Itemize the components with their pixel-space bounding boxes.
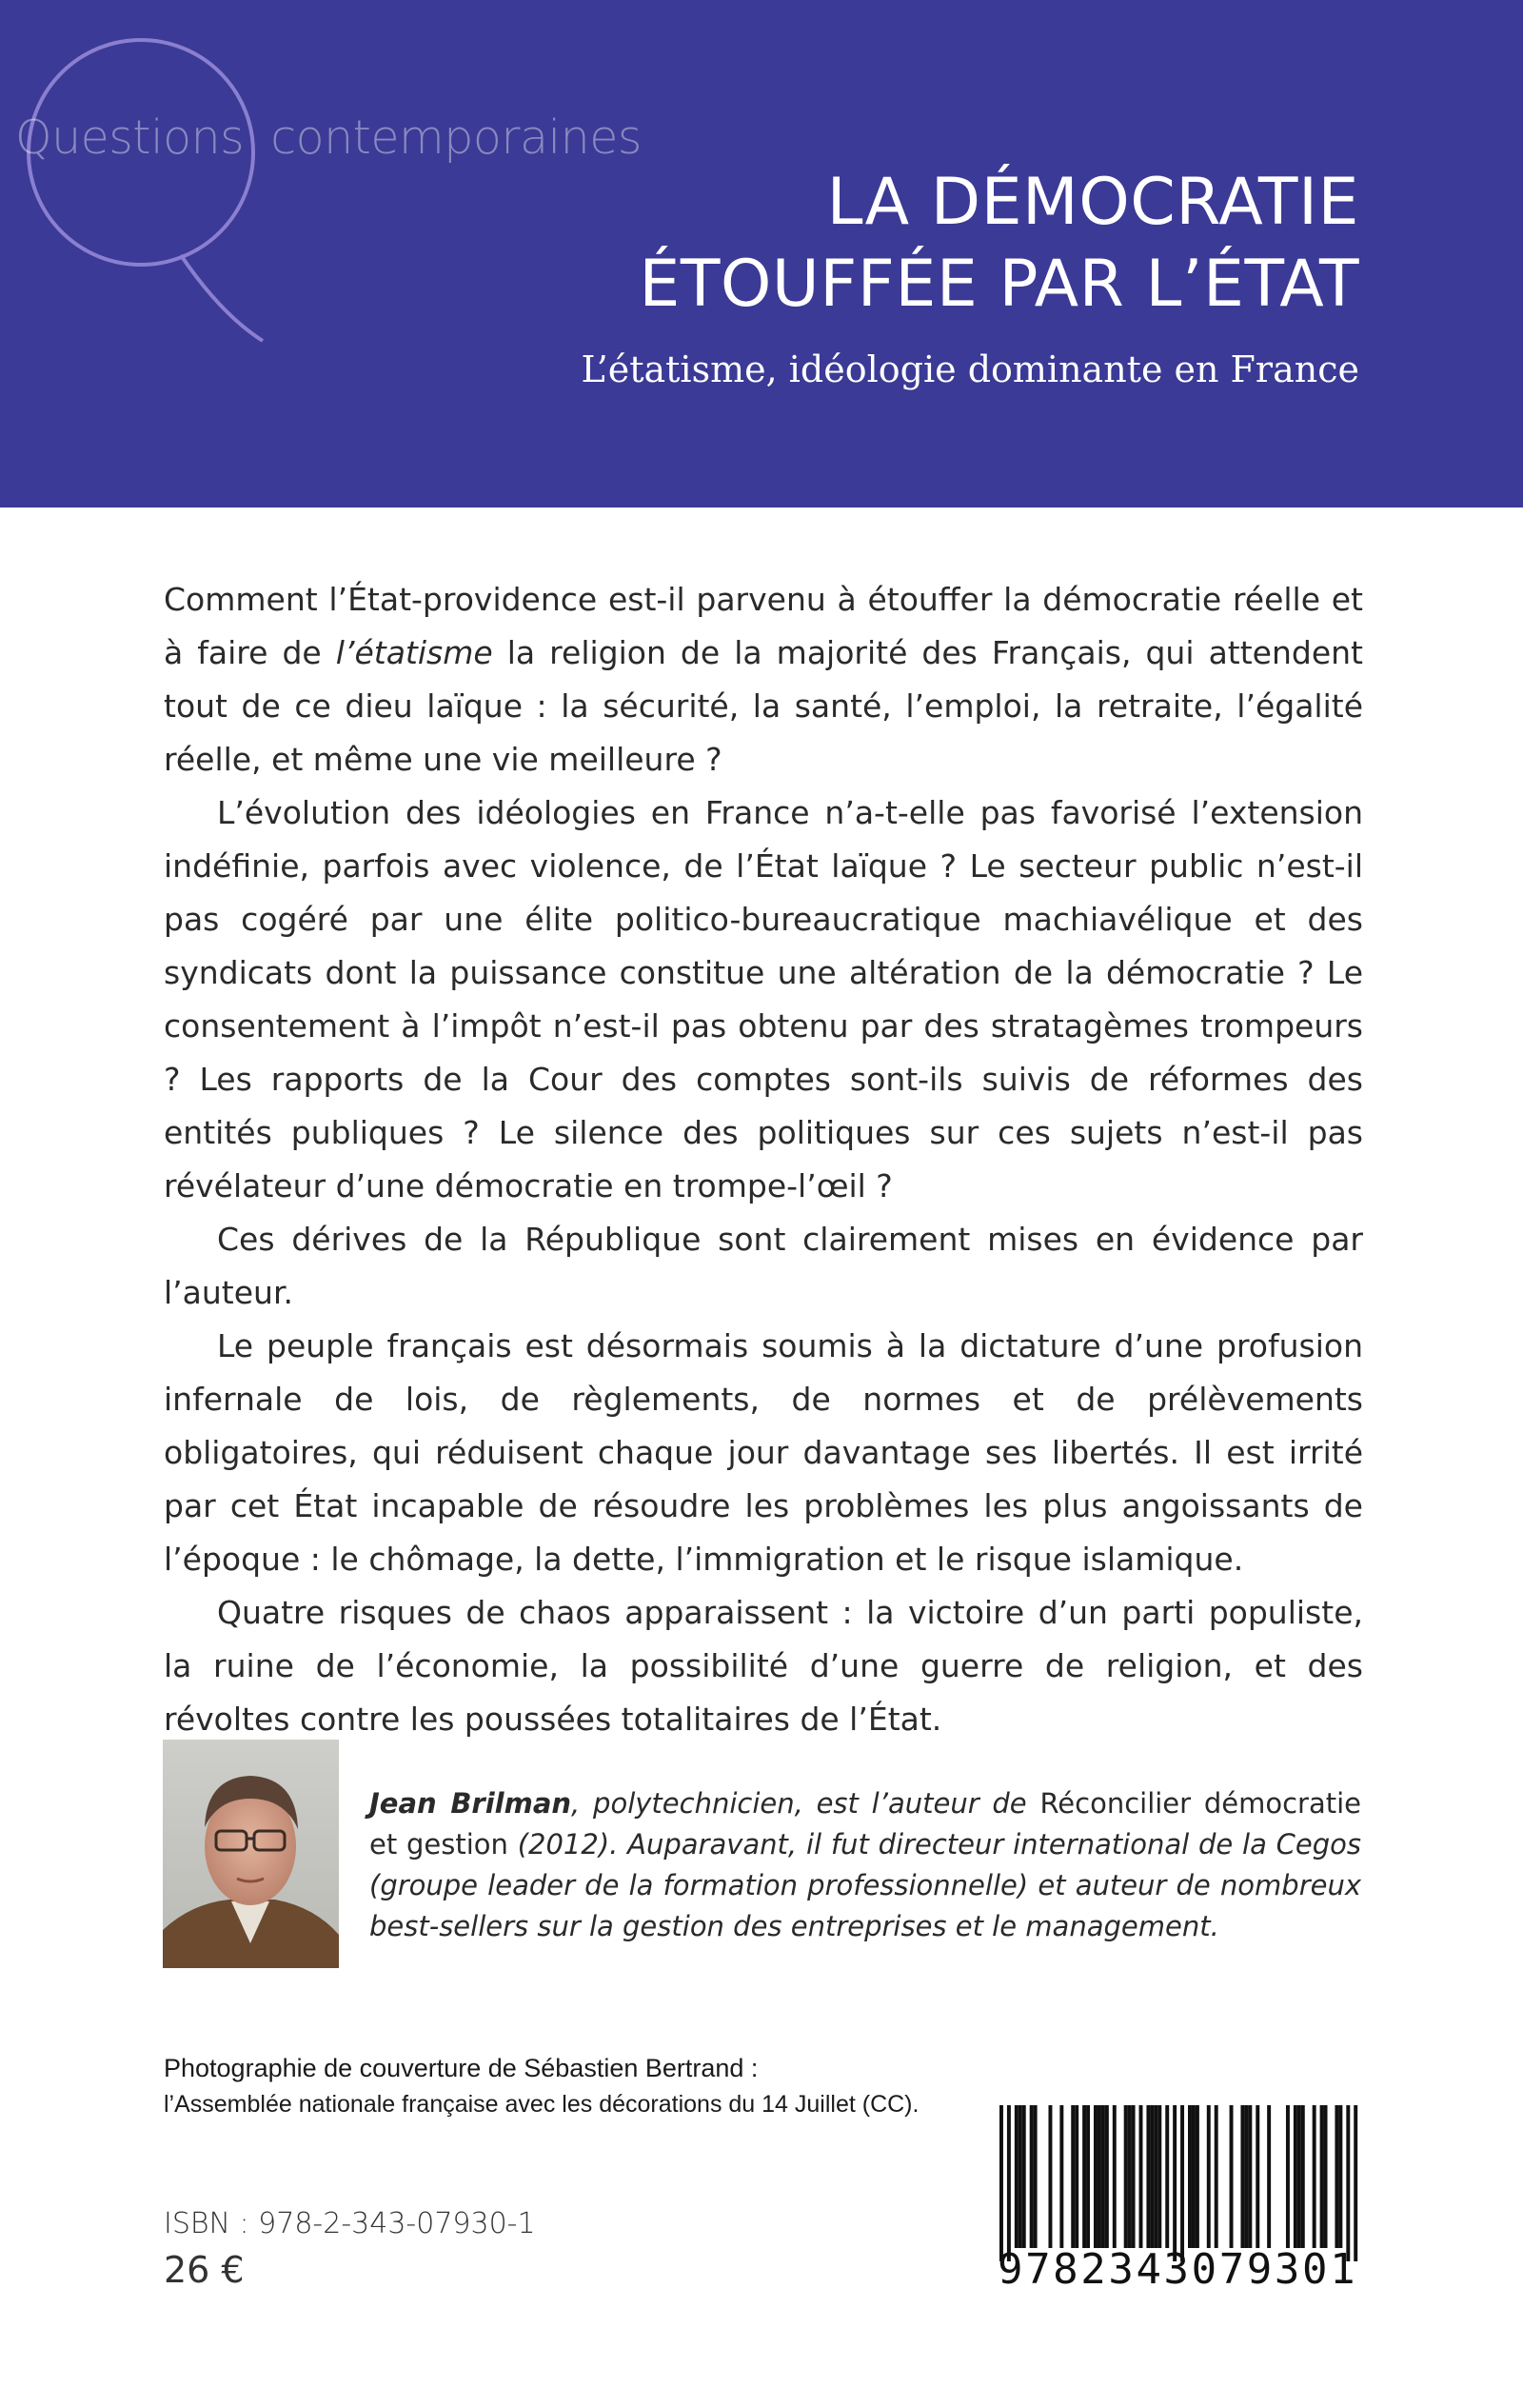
barcode-bar [1188, 2105, 1192, 2248]
barcode-bar [1173, 2105, 1177, 2261]
barcode-bar [1313, 2105, 1316, 2248]
barcode-bar [1180, 2105, 1184, 2261]
author-portrait-icon [163, 1740, 339, 1968]
photo-credit [164, 2050, 919, 2122]
isbn: ISBN : 978-2-343-07930-1 [164, 2207, 536, 2240]
barcode-bar [1230, 2105, 1234, 2248]
barcode-bar [1019, 2105, 1022, 2248]
barcode-bar [1059, 2105, 1063, 2248]
barcode-bar [1113, 2105, 1117, 2248]
barcode-bar [1124, 2105, 1128, 2248]
barcode-bar [1139, 2105, 1143, 2248]
blurb-p1-text-end: la religion de la majorité des Français, qui attendent tout de ce dieu laïque : la sécurité, la santé, l’emploi, la retraite, l’égalité réelle, et même une vie meilleure ? [164, 634, 1363, 778]
author-bio-text-2: (2012). Auparavant, il fut directeur international de la Cegos (groupe leader de la formation professionnelle) et auteur de nombreux best-sellers sur la gestion des entreprises et le management. [369, 1828, 1361, 1942]
barcode-bar [1240, 2105, 1244, 2248]
barcode-bar [999, 2105, 1003, 2261]
author-name: Jean Brilman [369, 1787, 572, 1820]
blurb [164, 573, 1363, 1746]
blurb-paragraph-1 [164, 573, 1363, 786]
barcode-bar [1157, 2105, 1161, 2248]
barcode-bar [1150, 2105, 1154, 2248]
barcode-bar [1346, 2105, 1350, 2261]
blurb-paragraph-2: L’évolution des idéologies en France n’a-t-elle pas favorisé l’extension indéfinie, parfois avec violence, de l’État laïque ? Le secteur public n’est-il pas cogéré par une élite politico-bureaucratique machiavélique et des syndicats dont la puissance constitue une altération de la démocratie ? Le consentement à l’impôt n’est-il pas obtenu par des stratagèmes trompeurs ? Les rapports de la Cour des comptes sont-ils suivis de réformes des entités publiques ? Le silence des politiques sur ces sujets n’est-il pas révélateur d’une démocratie en trompe-l’œil ? [164, 794, 1363, 1204]
series-name-part2: contemporaines [270, 110, 642, 165]
author-bio-text-1: , polytechnicien, est l’auteur de [571, 1787, 1040, 1820]
blurb-paragraph-3: Ces dérives de la République sont clairement mises en évidence par l’auteur. [164, 1221, 1363, 1311]
barcode-bar [1030, 2105, 1034, 2248]
barcode-bar [1320, 2105, 1324, 2248]
book-title-line2: ÉTOUFFÉE PAR L’ÉTAT [639, 247, 1359, 322]
barcode-bar [1154, 2105, 1157, 2248]
author-photo [163, 1740, 339, 1968]
blurb-p1-emphasis: l’étatisme [335, 634, 493, 671]
barcode-bar [1015, 2105, 1019, 2248]
barcode-bar [1297, 2105, 1301, 2248]
barcode-bar [1146, 2105, 1150, 2248]
barcode-bar [1286, 2105, 1290, 2248]
barcode-bar [1196, 2105, 1199, 2248]
price: 26 € [164, 2249, 245, 2291]
barcode-number: 9782343079301 [998, 2245, 1358, 2294]
barcode-bar [1324, 2105, 1328, 2248]
barcode-bar [1075, 2105, 1078, 2248]
barcode-bar [1082, 2105, 1086, 2248]
author-bio [369, 1783, 1361, 1947]
barcode-bar [1094, 2105, 1098, 2248]
photo-credit-line1: Photographie de couverture de Sébastien Bertrand : [164, 2054, 759, 2082]
barcode-bar [1294, 2105, 1297, 2248]
barcode-bar [1101, 2105, 1105, 2248]
book-title-line1: LA DÉMOCRATIE [826, 165, 1359, 240]
barcode-bar [1335, 2105, 1338, 2248]
blurb-p1-text: Comment l’État-providence est-il parvenu à étouffer la démocratie réelle et à faire de [164, 581, 1363, 671]
barcode-bar [1267, 2105, 1271, 2248]
barcode-bar [1007, 2105, 1011, 2261]
barcode-bar [1071, 2105, 1075, 2248]
barcode-bar [1207, 2105, 1211, 2248]
barcode-bar [1022, 2105, 1026, 2248]
barcode-bar [1048, 2105, 1052, 2248]
barcode-bar [1034, 2105, 1038, 2248]
author-book-title: Réconcilier démocratie et gestion [369, 1787, 1361, 1861]
cover-header [0, 0, 1523, 507]
barcode-bar [1248, 2105, 1252, 2248]
barcode-bar [1165, 2105, 1169, 2248]
barcode-bar [1244, 2105, 1248, 2248]
ean13-barcode-icon [986, 2103, 1359, 2261]
barcode-bar [1132, 2105, 1136, 2248]
barcode-bar [1338, 2105, 1342, 2248]
barcode-bar [1215, 2105, 1218, 2248]
series-name-part1: Questions [15, 110, 245, 165]
series-name [15, 110, 642, 165]
barcode-bar [1105, 2105, 1109, 2248]
blurb-paragraph-5: Quatre risques de chaos apparaissent : la victoire d’un parti populiste, la ruine de l’économie, la possibilité d’une guerre de religion, et des révoltes contre les poussées totalitaires de l’État. [164, 1594, 1363, 1738]
barcode-bar [1301, 2105, 1305, 2248]
book-subtitle: L’étatisme, idéologie dominante en France [581, 348, 1359, 390]
series-q-logo-icon [0, 0, 286, 362]
barcode-bar [1128, 2105, 1132, 2248]
book-title [639, 162, 1359, 326]
barcode-bar [1098, 2105, 1101, 2248]
barcode-bar [1192, 2105, 1196, 2248]
barcode-bar [1086, 2105, 1090, 2248]
barcode-bar [1256, 2105, 1259, 2248]
blurb-paragraph-4: Le peuple français est désormais soumis à la dictature d’une profusion infernale de lois, de règlements, de normes et de prélèvements obligatoires, qui réduisent chaque jour davantage ses libertés. Il est irrité par cet État incapable de résoudre les problèmes les plus angoissants de l’époque : le chômage, la dette, l’immigration et le risque islamique. [164, 1327, 1363, 1578]
barcode-bar [1354, 2105, 1357, 2261]
photo-credit-line2: l’Assemblée nationale française avec les décorations du 14 Juillet (CC). [164, 2091, 920, 2118]
